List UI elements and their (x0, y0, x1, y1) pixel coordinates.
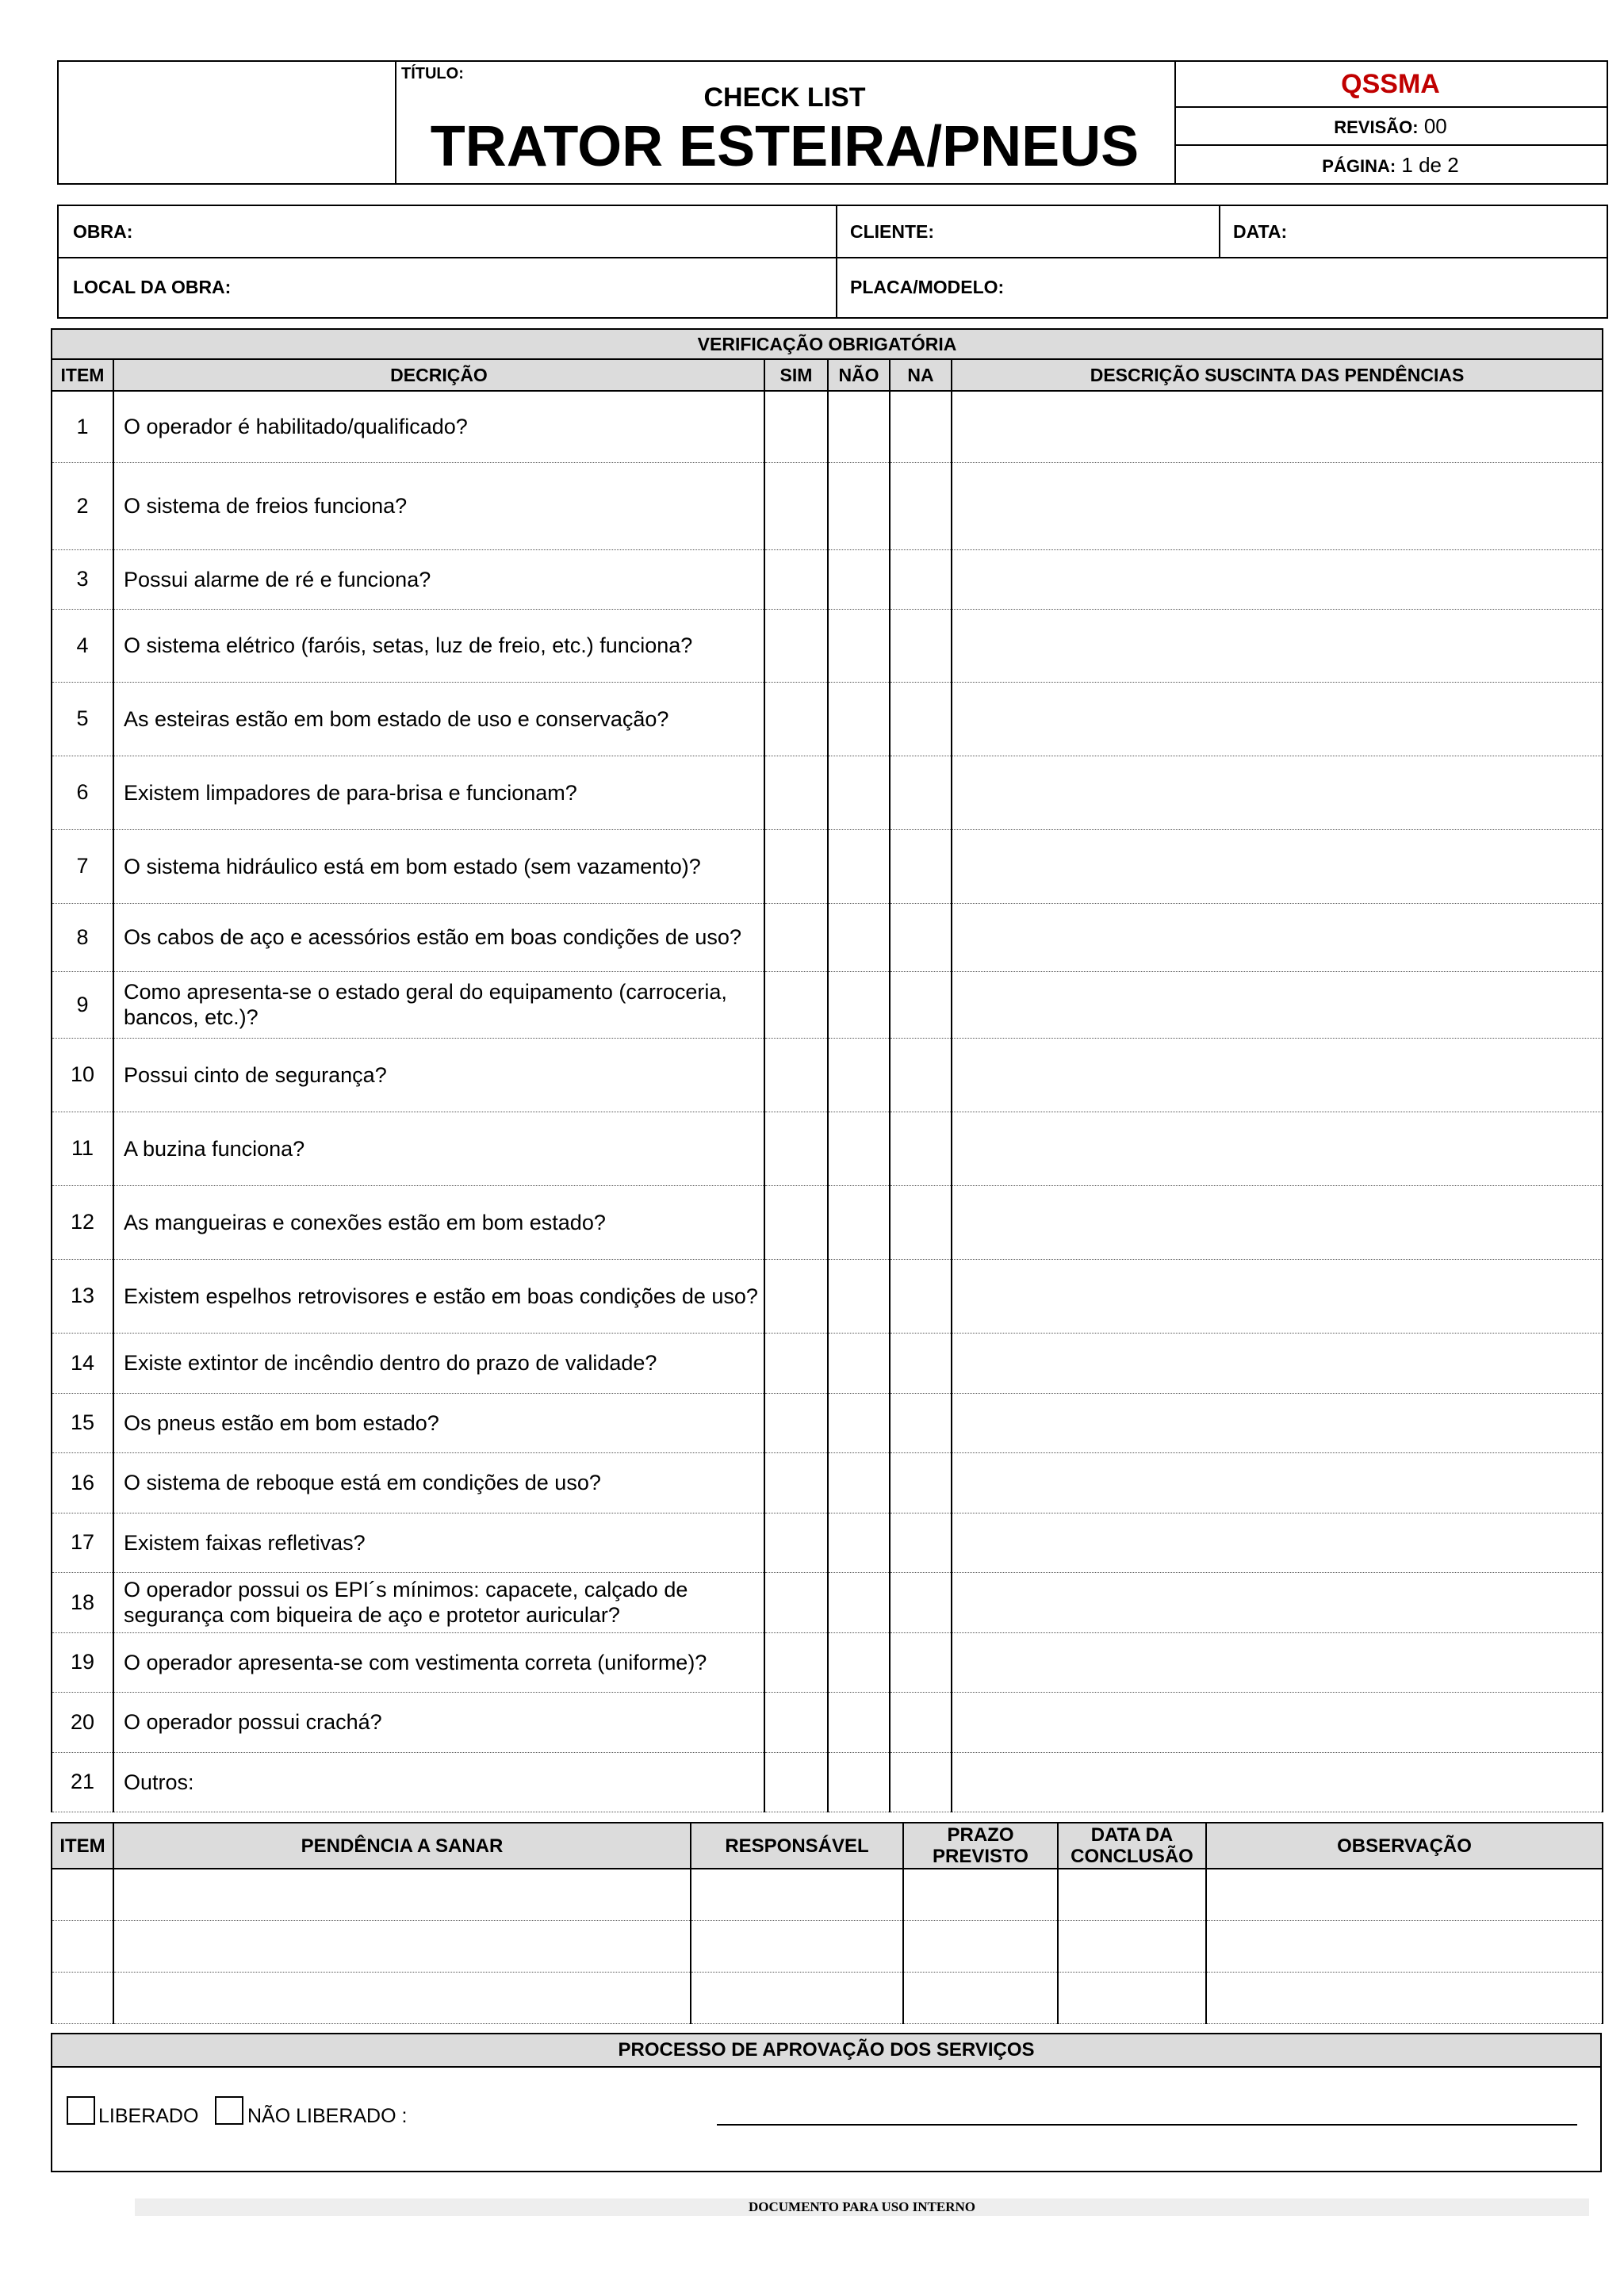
na-cell[interactable] (890, 1452, 952, 1513)
pendencia-cell[interactable] (952, 756, 1603, 829)
pend-cell[interactable] (691, 1972, 903, 2023)
nao-cell[interactable] (828, 903, 890, 971)
na-cell[interactable] (890, 1513, 952, 1572)
table-row (52, 1333, 1603, 1393)
pendencia-cell[interactable] (952, 1632, 1603, 1692)
item-description: O sistema de reboque está em condições de uso? (113, 1452, 764, 1513)
sim-cell[interactable] (764, 903, 828, 971)
table-row (52, 462, 1603, 549)
table-row (52, 1038, 1603, 1112)
item-number: 1 (52, 391, 113, 462)
pend-cell[interactable] (52, 1869, 113, 1920)
item-number: 13 (52, 1259, 113, 1333)
item-description: O sistema hidráulico está em bom estado (sem vazamento)? (113, 829, 764, 903)
sim-cell[interactable] (764, 971, 828, 1038)
pendencia-cell[interactable] (952, 1112, 1603, 1185)
nao-cell[interactable] (828, 1692, 890, 1752)
table-row (52, 1869, 1603, 1920)
pending-table (51, 1822, 1603, 2024)
na-cell[interactable] (890, 1259, 952, 1333)
nao-cell[interactable] (828, 549, 890, 609)
title-label: TÍTULO: (401, 65, 464, 82)
item-number: 4 (52, 609, 113, 682)
pendencia-cell[interactable] (952, 609, 1603, 682)
sim-cell[interactable] (764, 1393, 828, 1452)
pend-cell[interactable] (1206, 1920, 1603, 1972)
item-description: Como apresenta-se o estado geral do equipamento (carroceria, bancos, etc.)? (113, 971, 764, 1038)
placa-modelo-field[interactable]: PLACA/MODELO: (850, 277, 1005, 297)
pendencia-cell[interactable] (952, 829, 1603, 903)
na-cell[interactable] (890, 971, 952, 1038)
nao-cell[interactable] (828, 1393, 890, 1452)
pendencia-cell[interactable] (952, 462, 1603, 549)
table-row (52, 1692, 1603, 1752)
item-number: 14 (52, 1333, 113, 1393)
sim-cell[interactable] (764, 1333, 828, 1393)
item-number: 3 (52, 549, 113, 609)
na-cell[interactable] (890, 1185, 952, 1259)
document-subtitle: CHECK LIST (703, 82, 866, 113)
table-row (52, 1185, 1603, 1259)
na-cell[interactable] (890, 1112, 952, 1185)
nao-cell[interactable] (828, 1752, 890, 1812)
info-section (57, 205, 1608, 319)
pend-cell[interactable] (1058, 1972, 1206, 2023)
document-title: TRATOR ESTEIRA/PNEUS (430, 115, 1139, 178)
pendencia-cell[interactable] (952, 1393, 1603, 1452)
approval-title: PROCESSO DE APROVAÇÃO DOS SERVIÇOS (52, 2034, 1600, 2068)
col-header-na: NA (890, 359, 952, 391)
item-description: Possui alarme de ré e funciona? (113, 549, 764, 609)
table-row (52, 1572, 1603, 1632)
qssma-label: QSSMA (1174, 62, 1607, 108)
item-number: 15 (52, 1393, 113, 1452)
pend-header-prazo: PRAZO PREVISTO (903, 1823, 1058, 1869)
logo-area (59, 62, 396, 183)
data-field[interactable]: DATA: (1233, 221, 1288, 242)
pend-cell[interactable] (1206, 1869, 1603, 1920)
nao-liberado-label: NÃO LIBERADO : (247, 2105, 408, 2127)
na-cell[interactable] (890, 1038, 952, 1112)
pend-header-responsavel: RESPONSÁVEL (691, 1823, 903, 1869)
sim-cell[interactable] (764, 1692, 828, 1752)
sim-cell[interactable] (764, 391, 828, 462)
table-row (52, 1513, 1603, 1572)
nao-cell[interactable] (828, 462, 890, 549)
item-description: Existe extintor de incêndio dentro do prazo de validade? (113, 1333, 764, 1393)
cliente-field[interactable]: CLIENTE: (850, 221, 935, 242)
pendencia-cell[interactable] (952, 971, 1603, 1038)
nao-cell[interactable] (828, 756, 890, 829)
item-description: Existem espelhos retrovisores e estão em boas condições de uso? (113, 1259, 764, 1333)
item-description: Existem faixas refletivas? (113, 1513, 764, 1572)
sim-cell[interactable] (764, 1513, 828, 1572)
item-description: O sistema elétrico (faróis, setas, luz de freio, etc.) funciona? (113, 609, 764, 682)
verification-table (51, 328, 1603, 1812)
nao-cell[interactable] (828, 1185, 890, 1259)
pend-cell[interactable] (903, 1869, 1058, 1920)
item-description: O operador apresenta-se com vestimenta correta (uniforme)? (113, 1632, 764, 1692)
item-description: As mangueiras e conexões estão em bom estado? (113, 1185, 764, 1259)
sim-cell[interactable] (764, 756, 828, 829)
nao-cell[interactable] (828, 609, 890, 682)
col-header-item: ITEM (52, 359, 113, 391)
table-row (52, 1452, 1603, 1513)
item-number: 7 (52, 829, 113, 903)
revision-field (1174, 108, 1607, 146)
item-number: 12 (52, 1185, 113, 1259)
nao-cell[interactable] (828, 391, 890, 462)
item-number: 9 (52, 971, 113, 1038)
pend-header-pendencia: PENDÊNCIA A SANAR (113, 1823, 691, 1869)
na-cell[interactable] (890, 1692, 952, 1752)
sim-cell[interactable] (764, 549, 828, 609)
pend-cell[interactable] (52, 1920, 113, 1972)
na-cell[interactable] (890, 1572, 952, 1632)
sim-cell[interactable] (764, 462, 828, 549)
item-number: 10 (52, 1038, 113, 1112)
item-description: O operador é habilitado/qualificado? (113, 391, 764, 462)
nao-cell[interactable] (828, 1632, 890, 1692)
na-cell[interactable] (890, 462, 952, 549)
item-number: 18 (52, 1572, 113, 1632)
col-header-sim: SIM (764, 359, 828, 391)
item-number: 20 (52, 1692, 113, 1752)
nao-cell[interactable] (828, 1333, 890, 1393)
pendencia-cell[interactable] (952, 391, 1603, 462)
sim-cell[interactable] (764, 829, 828, 903)
pend-header-data-conclusao: DATA DA CONCLUSÃO (1058, 1823, 1206, 1869)
nao-cell[interactable] (828, 829, 890, 903)
nao-cell[interactable] (828, 1513, 890, 1572)
na-cell[interactable] (890, 549, 952, 609)
item-description: A buzina funciona? (113, 1112, 764, 1185)
na-cell[interactable] (890, 756, 952, 829)
table-row (52, 1393, 1603, 1452)
table-row (52, 1972, 1603, 2023)
pend-cell[interactable] (113, 1920, 691, 1972)
signature-line[interactable] (717, 2124, 1577, 2126)
item-description: Possui cinto de segurança? (113, 1038, 764, 1112)
item-number: 5 (52, 682, 113, 756)
sim-cell[interactable] (764, 1632, 828, 1692)
liberado-label: LIBERADO (98, 2105, 199, 2127)
title-box (395, 62, 1176, 183)
na-cell[interactable] (890, 609, 952, 682)
item-description: Existem limpadores de para-brisa e funcionam? (113, 756, 764, 829)
item-number: 21 (52, 1752, 113, 1812)
col-header-description: DECRIÇÃO (113, 359, 764, 391)
pendencia-cell[interactable] (952, 1333, 1603, 1393)
nao-cell[interactable] (828, 1572, 890, 1632)
table-row (52, 756, 1603, 829)
item-description: Os cabos de aço e acessórios estão em boas condições de uso? (113, 903, 764, 971)
obra-field[interactable]: OBRA: (73, 221, 133, 242)
table-row (52, 1259, 1603, 1333)
pend-cell[interactable] (903, 1972, 1058, 2023)
sim-cell[interactable] (764, 1752, 828, 1812)
na-cell[interactable] (890, 1333, 952, 1393)
header-meta (1174, 62, 1607, 183)
sim-cell[interactable] (764, 1452, 828, 1513)
pendencia-cell[interactable] (952, 1513, 1603, 1572)
sim-cell[interactable] (764, 1038, 828, 1112)
pend-cell[interactable] (691, 1920, 903, 1972)
col-header-nao: NÃO (828, 359, 890, 391)
pend-cell[interactable] (903, 1920, 1058, 1972)
pendencia-cell[interactable] (952, 1572, 1603, 1632)
pendencia-cell[interactable] (952, 1259, 1603, 1333)
pendencia-cell[interactable] (952, 1452, 1603, 1513)
table-row (52, 1752, 1603, 1812)
table-row (52, 971, 1603, 1038)
table-row (52, 391, 1603, 462)
pendencia-cell[interactable] (952, 1185, 1603, 1259)
nao-cell[interactable] (828, 1038, 890, 1112)
table-row (52, 549, 1603, 609)
nao-liberado-checkbox[interactable] (215, 2096, 243, 2125)
item-description: O operador possui os EPI´s mínimos: capacete, calçado de segurança com biqueira de aço e protetor auricular? (113, 1572, 764, 1632)
table-row (52, 1920, 1603, 1972)
table-row (52, 903, 1603, 971)
na-cell[interactable] (890, 829, 952, 903)
na-cell[interactable] (890, 1393, 952, 1452)
pendencia-cell[interactable] (952, 1752, 1603, 1812)
nao-cell[interactable] (828, 1452, 890, 1513)
nao-cell[interactable] (828, 1112, 890, 1185)
page-value: 1 de 2 (1401, 153, 1459, 177)
pendencia-cell[interactable] (952, 1692, 1603, 1752)
pend-cell[interactable] (52, 1972, 113, 2023)
pend-header-item: ITEM (52, 1823, 113, 1869)
sim-cell[interactable] (764, 1572, 828, 1632)
local-obra-field[interactable]: LOCAL DA OBRA: (73, 277, 232, 297)
table-row (52, 1632, 1603, 1692)
item-number: 19 (52, 1632, 113, 1692)
item-number: 11 (52, 1112, 113, 1185)
approval-section (51, 2033, 1602, 2172)
sim-cell[interactable] (764, 1185, 828, 1259)
item-description: O sistema de freios funciona? (113, 462, 764, 549)
pend-cell[interactable] (113, 1972, 691, 2023)
table-row (52, 1112, 1603, 1185)
item-description: Os pneus estão em bom estado? (113, 1393, 764, 1452)
na-cell[interactable] (890, 1752, 952, 1812)
footer-note: DOCUMENTO PARA USO INTERNO (135, 2198, 1589, 2216)
sim-cell[interactable] (764, 1259, 828, 1333)
na-cell[interactable] (890, 682, 952, 756)
pend-cell[interactable] (113, 1869, 691, 1920)
pendencia-cell[interactable] (952, 549, 1603, 609)
revision-value: 00 (1423, 114, 1447, 138)
pend-cell[interactable] (691, 1869, 903, 1920)
pend-cell[interactable] (1206, 1972, 1603, 2023)
verification-title: VERIFICAÇÃO OBRIGATÓRIA (52, 329, 1603, 359)
revision-label: REVISÃO: (1334, 117, 1419, 137)
na-cell[interactable] (890, 1632, 952, 1692)
pend-header-observacao: OBSERVAÇÃO (1206, 1823, 1603, 1869)
sim-cell[interactable] (764, 1112, 828, 1185)
pendencia-cell[interactable] (952, 903, 1603, 971)
na-cell[interactable] (890, 391, 952, 462)
col-header-pendencias: DESCRIÇÃO SUSCINTA DAS PENDÊNCIAS (952, 359, 1603, 391)
document-header (57, 60, 1608, 185)
table-row (52, 829, 1603, 903)
table-row (52, 682, 1603, 756)
item-number: 16 (52, 1452, 113, 1513)
item-description: As esteiras estão em bom estado de uso e conservação? (113, 682, 764, 756)
sim-cell[interactable] (764, 609, 828, 682)
liberado-checkbox[interactable] (67, 2096, 95, 2125)
sim-cell[interactable] (764, 682, 828, 756)
item-number: 8 (52, 903, 113, 971)
nao-cell[interactable] (828, 682, 890, 756)
pendencia-cell[interactable] (952, 682, 1603, 756)
pend-cell[interactable] (1058, 1869, 1206, 1920)
item-description: O operador possui crachá? (113, 1692, 764, 1752)
item-description: Outros: (113, 1752, 764, 1812)
table-row (52, 609, 1603, 682)
pend-cell[interactable] (1058, 1920, 1206, 1972)
item-number: 17 (52, 1513, 113, 1572)
page-label: PÁGINA: (1322, 156, 1396, 176)
pendencia-cell[interactable] (952, 1038, 1603, 1112)
item-number: 2 (52, 462, 113, 549)
nao-cell[interactable] (828, 1259, 890, 1333)
nao-cell[interactable] (828, 971, 890, 1038)
page-field (1174, 146, 1607, 185)
item-number: 6 (52, 756, 113, 829)
na-cell[interactable] (890, 903, 952, 971)
